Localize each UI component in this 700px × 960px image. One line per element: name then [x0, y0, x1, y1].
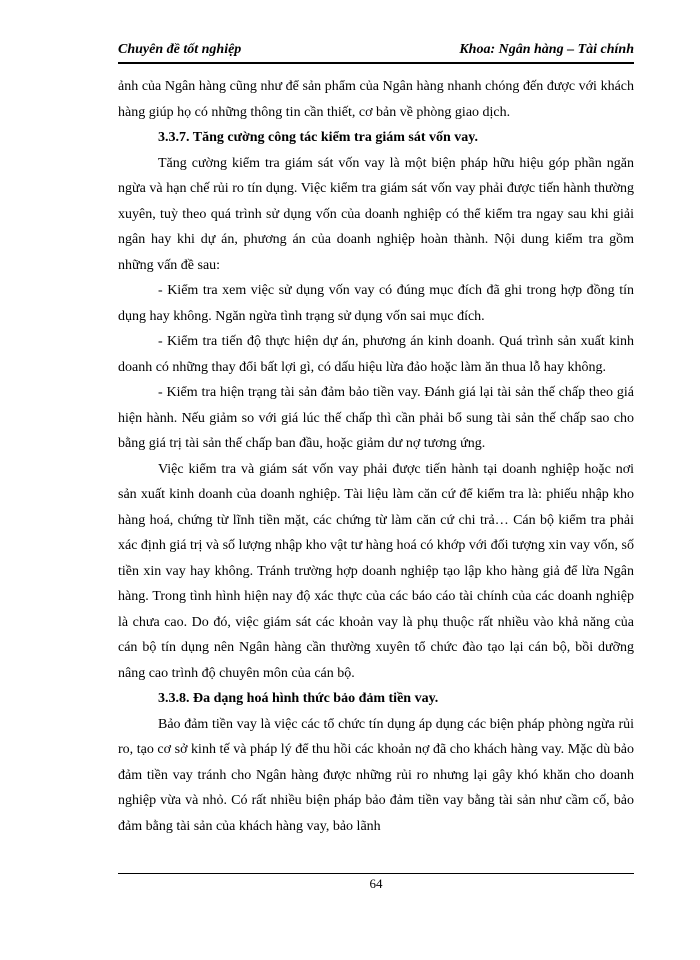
page-header [118, 40, 634, 64]
header-title-right: Khoa: Ngân hàng – Tài chính [459, 42, 634, 57]
document-body [118, 74, 634, 839]
header-title-left: Chuyên đề tốt nghiệp [118, 42, 242, 57]
list-item: - Kiểm tra tiến độ thực hiện dự án, phương án kinh doanh. Quá trình sản xuất kinh doanh có những thay đổi bất lợi gì, có dấu hiệu lừa đảo hoặc làm ăn thua lỗ hay không. [118, 334, 634, 375]
page-number: 64 [369, 876, 383, 891]
paragraph: Việc kiểm tra và giám sát vốn vay phải được tiến hành tại doanh nghiệp hoặc nơi sản xuất kinh doanh của doanh nghiệp. Tài liệu làm căn cứ để kiểm tra là: phiếu nhập kho hàng hoá, chứng từ lĩnh tiền mặt, các chứng từ làm căn cứ chi trả… Cán bộ kiểm tra phải xác định giá trị và số lượng nhập kho vật tư hàng hoá có khớp với đối tượng xin vay vốn, số tiền xin vay hay không. Tránh trường hợp doanh nghiệp tạo lập kho hàng giả để lừa Ngân hàng. Trong tình hình hiện nay độ xác thực của các báo cáo tài chính của các doanh nghiệp là chưa cao. Do đó, việc giám sát các khoản vay là phụ thuộc rất nhiều vào khả năng của cán bộ tín dụng nên Ngân hàng cần thường xuyên tổ chức đào tạo lại cán bộ, bồi dưỡng nâng cao trình độ chuyên môn của cán bộ. [118, 461, 634, 681]
list-item: - Kiểm tra xem việc sử dụng vốn vay có đúng mục đích đã ghi trong hợp đồng tín dụng hay không. Ngăn ngừa tình trạng sử dụng vốn sai mục đích. [118, 283, 634, 324]
paragraph: Tăng cường kiểm tra giám sát vốn vay là một biện pháp hữu hiệu góp phần ngăn ngừa và hạn chế rủi ro tín dụng. Việc kiểm tra giám sát vốn vay phải được tiến hành thường xuyên, tuỳ theo quá trình sử dụng vốn của doanh nghiệp có thể kiểm tra ngay sau khi giải ngân hay khi dự án, phương án của doanh nghiệp hoàn thành. Nội dung kiểm tra gồm những vấn đề sau: [118, 155, 634, 273]
section-heading-3-3-8: 3.3.8. Đa dạng hoá hình thức bảo đảm tiền vay. [158, 691, 439, 706]
paragraph-continuation: ảnh của Ngân hàng cũng như để sản phẩm của Ngân hàng nhanh chóng đến được với khách hàng giúp họ có những thông tin cần thiết, cơ bản về phòng giao dịch. [118, 79, 634, 120]
list-item: - Kiểm tra hiện trạng tài sản đảm bảo tiền vay. Đánh giá lại tài sản thế chấp theo giá hiện hành. Nếu giảm so với giá lúc thế chấp thì cần phải bổ sung tài sản thế chấp sao cho bằng giá trị tài sản thế chấp ban đầu, hoặc giảm dư nợ tương ứng. [118, 385, 634, 451]
footer-divider [118, 873, 634, 874]
section-heading-3-3-7: 3.3.7. Tăng cường công tác kiểm tra giám sát vốn vay. [158, 130, 479, 145]
paragraph: Bảo đảm tiền vay là việc các tổ chức tín dụng áp dụng các biện pháp phòng ngừa rủi ro, tạo cơ sở kinh tế và pháp lý để thu hồi các khoản nợ đã cho khách hàng vay. Mặc dù bảo đảm tiền vay tránh cho Ngân hàng được những rủi ro nhưng lại gây khó khăn cho doanh nghiệp vừa và nhỏ. Có rất nhiều biện pháp bảo đảm tiền vay bằng tài sản như cầm cố, bảo đảm bằng tài sản của khách hàng vay, bảo lãnh [118, 716, 634, 834]
